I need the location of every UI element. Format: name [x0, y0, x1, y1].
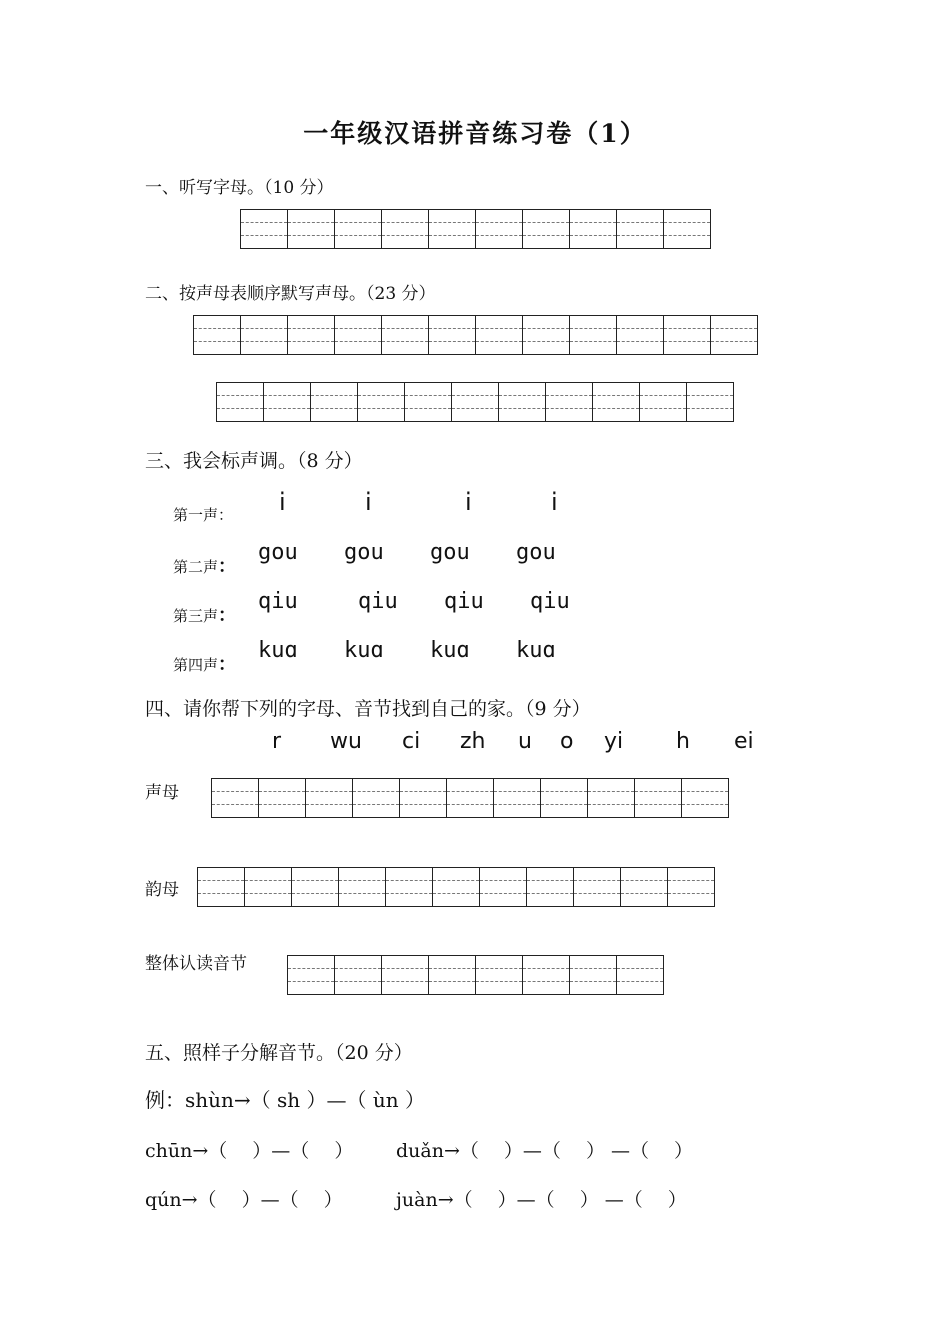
syllable-blank[interactable]: i	[551, 488, 558, 516]
syllable-blank[interactable]: kuɑ	[430, 638, 470, 663]
writing-cell[interactable]	[429, 209, 476, 249]
section-3-heading: 三、我会标声调。（8 分）	[145, 450, 363, 472]
syllable-blank[interactable]: gou	[516, 540, 556, 565]
writing-cell[interactable]	[429, 315, 476, 355]
writing-cell[interactable]	[476, 209, 523, 249]
sort-letter: o	[560, 729, 574, 754]
writing-cell[interactable]	[353, 778, 400, 818]
section-5-heading: 五、照样子分解音节。（20 分）	[145, 1042, 413, 1064]
writing-cell[interactable]	[288, 209, 335, 249]
writing-cell[interactable]	[433, 867, 480, 907]
tone-label-1: 第一声：	[173, 506, 234, 524]
writing-cell[interactable]	[382, 209, 429, 249]
syllable-blank[interactable]: qiu	[358, 589, 398, 614]
syllable-blank[interactable]: gou	[344, 540, 384, 565]
writing-cell[interactable]	[335, 955, 382, 995]
zhengti-label: 整体认读音节	[145, 954, 247, 974]
writing-cell[interactable]	[523, 209, 570, 249]
syllable-blank[interactable]: i	[279, 488, 286, 516]
writing-cell[interactable]	[217, 382, 264, 422]
initials-grid-row-1[interactable]	[193, 315, 758, 355]
initials-grid-row-2[interactable]	[216, 382, 734, 422]
sort-letter: zh	[460, 729, 486, 754]
syllable-blank[interactable]: kuɑ	[516, 638, 556, 663]
writing-cell[interactable]	[245, 867, 292, 907]
syllable-blank[interactable]: i	[365, 488, 372, 516]
writing-cell[interactable]	[588, 778, 635, 818]
syllable-blank[interactable]: qiu	[258, 589, 298, 614]
writing-cell[interactable]	[499, 382, 546, 422]
writing-cell[interactable]	[447, 778, 494, 818]
writing-cell[interactable]	[311, 382, 358, 422]
dictation-writing-grid[interactable]	[240, 209, 711, 249]
writing-cell[interactable]	[382, 955, 429, 995]
yunmu-grid[interactable]	[197, 867, 715, 907]
decompose-question[interactable]: qún→（ ）—（ ）	[145, 1189, 343, 1211]
tone-label-4: 第四声：	[173, 654, 237, 675]
decompose-question[interactable]: juàn→（ ）—（ ） —（ ）	[396, 1189, 687, 1211]
writing-cell[interactable]	[382, 315, 429, 355]
syllable-blank[interactable]: kuɑ	[258, 638, 298, 663]
writing-cell[interactable]	[198, 867, 245, 907]
shengmu-grid[interactable]	[211, 778, 729, 818]
writing-cell[interactable]	[452, 382, 499, 422]
writing-cell[interactable]	[241, 315, 288, 355]
decompose-question[interactable]: duǎn→（ ）—（ ） —（ ）	[396, 1140, 694, 1162]
section-2-heading: 二、按声母表顺序默写声母。（23 分）	[145, 284, 436, 304]
writing-cell[interactable]	[687, 382, 734, 422]
writing-cell[interactable]	[194, 315, 241, 355]
writing-cell[interactable]	[664, 209, 711, 249]
example-line: 例：shùn→（ sh ）—（ ùn ）	[145, 1088, 425, 1112]
writing-cell[interactable]	[668, 867, 715, 907]
writing-cell[interactable]	[429, 955, 476, 995]
writing-cell[interactable]	[241, 209, 288, 249]
sort-letter: r	[272, 729, 282, 754]
syllable-blank[interactable]: qiu	[444, 589, 484, 614]
shengmu-label: 声母	[145, 783, 179, 803]
writing-cell[interactable]	[570, 315, 617, 355]
writing-cell[interactable]	[335, 209, 382, 249]
writing-cell[interactable]	[358, 382, 405, 422]
writing-cell[interactable]	[476, 315, 523, 355]
sort-letter: wu	[330, 729, 362, 754]
tone-label-2: 第二声：	[173, 556, 237, 577]
writing-cell[interactable]	[288, 955, 335, 995]
sort-letter: h	[676, 729, 690, 754]
writing-cell[interactable]	[480, 867, 527, 907]
writing-cell[interactable]	[617, 209, 664, 249]
writing-cell[interactable]	[292, 867, 339, 907]
writing-cell[interactable]	[306, 778, 353, 818]
writing-cell[interactable]	[682, 778, 729, 818]
writing-cell[interactable]	[339, 867, 386, 907]
writing-cell[interactable]	[400, 778, 447, 818]
tone-label-3: 第三声：	[173, 605, 237, 626]
writing-cell[interactable]	[570, 955, 617, 995]
writing-cell[interactable]	[621, 867, 668, 907]
sort-letter: ci	[402, 729, 421, 754]
writing-cell[interactable]	[523, 315, 570, 355]
sort-letter: yi	[604, 729, 624, 754]
section-4-heading: 四、请你帮下列的字母、音节找到自己的家。（9 分）	[145, 698, 591, 720]
writing-cell[interactable]	[405, 382, 452, 422]
writing-cell[interactable]	[335, 315, 382, 355]
decompose-question[interactable]: chūn→（ ）—（ ）	[145, 1140, 354, 1162]
writing-cell[interactable]	[527, 867, 574, 907]
writing-cell[interactable]	[574, 867, 621, 907]
zhengti-grid[interactable]	[287, 955, 664, 995]
writing-cell[interactable]	[593, 382, 640, 422]
writing-cell[interactable]	[640, 382, 687, 422]
page-title: 一年级汉语拼音练习卷（1）	[303, 119, 647, 148]
writing-cell[interactable]	[476, 955, 523, 995]
writing-cell[interactable]	[288, 315, 335, 355]
writing-cell[interactable]	[259, 778, 306, 818]
syllable-blank[interactable]: qiu	[530, 589, 570, 614]
writing-cell[interactable]	[386, 867, 433, 907]
syllable-blank[interactable]: gou	[430, 540, 470, 565]
writing-cell[interactable]	[570, 209, 617, 249]
sort-letter: u	[518, 729, 532, 754]
writing-cell[interactable]	[523, 955, 570, 995]
writing-cell[interactable]	[617, 955, 664, 995]
writing-cell[interactable]	[541, 778, 588, 818]
sort-letter: ei	[734, 729, 754, 754]
section-1-heading: 一、听写字母。（10 分）	[145, 178, 334, 198]
syllable-blank[interactable]: kuɑ	[344, 638, 384, 663]
writing-cell[interactable]	[617, 315, 664, 355]
writing-cell[interactable]	[264, 382, 311, 422]
syllable-blank[interactable]: i	[465, 488, 472, 516]
yunmu-label: 韵母	[145, 880, 179, 900]
writing-cell[interactable]	[546, 382, 593, 422]
writing-cell[interactable]	[711, 315, 758, 355]
writing-cell[interactable]	[212, 778, 259, 818]
syllable-blank[interactable]: gou	[258, 540, 298, 565]
writing-cell[interactable]	[494, 778, 541, 818]
writing-cell[interactable]	[664, 315, 711, 355]
writing-cell[interactable]	[635, 778, 682, 818]
